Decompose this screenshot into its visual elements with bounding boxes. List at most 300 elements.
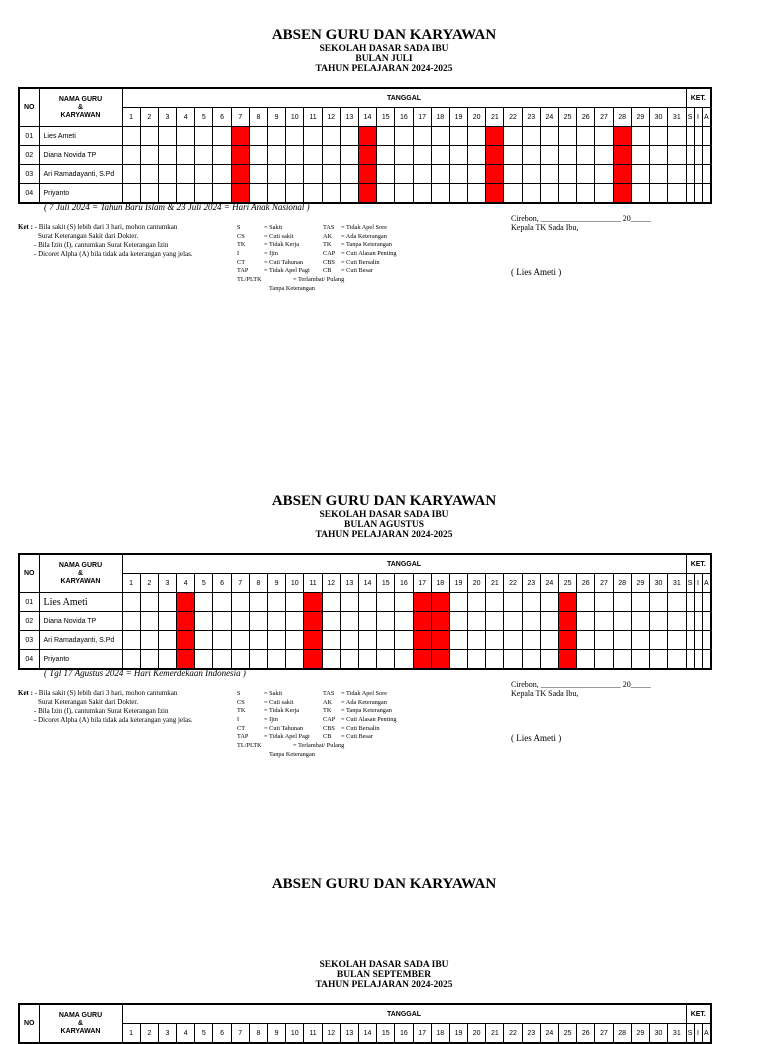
legend-entry: = Cuti Alasan Penting (341, 250, 397, 258)
day-cell (122, 165, 140, 184)
day-cell (158, 593, 176, 612)
day-header: 26 (577, 1024, 595, 1044)
day-cell (140, 631, 158, 650)
holiday-cell (358, 146, 376, 165)
day-cell (395, 165, 413, 184)
school-name: SEKOLAH DASAR SADA IBU (319, 960, 449, 970)
day-cell (286, 127, 304, 146)
day-cell (668, 127, 686, 146)
sign-role: Kepala TK Sada Ibu, (511, 689, 579, 698)
holiday-cell (177, 650, 195, 670)
legend-entry: TK (323, 241, 332, 249)
table-row (19, 127, 711, 146)
day-header: 30 (649, 574, 667, 593)
day-cell (395, 146, 413, 165)
day-cell (249, 146, 267, 165)
day-header: 2 (140, 574, 158, 593)
day-cell (649, 612, 667, 631)
header-ket: KET. (686, 554, 711, 574)
row-no: 02 (19, 612, 39, 631)
holiday-cell (358, 127, 376, 146)
day-cell (631, 650, 649, 670)
ket-cell (694, 127, 702, 146)
day-header: 16 (395, 1024, 413, 1044)
day-header: 15 (377, 1024, 395, 1044)
header-nama-line: KARYAWAN (60, 111, 101, 119)
day-cell (377, 650, 395, 670)
holiday-cell (304, 631, 322, 650)
day-cell (631, 593, 649, 612)
legend (237, 224, 437, 294)
day-cell (140, 650, 158, 670)
day-cell (504, 612, 522, 631)
legend-entry: = Sakit (264, 224, 283, 231)
day-cell (358, 650, 376, 670)
day-cell (377, 593, 395, 612)
day-header: 1 (122, 574, 140, 593)
day-cell (613, 650, 631, 670)
holiday-cell (177, 631, 195, 650)
day-cell (395, 593, 413, 612)
day-cell (613, 612, 631, 631)
day-header: 24 (540, 108, 558, 127)
header-no: NO (19, 88, 39, 127)
day-cell (504, 650, 522, 670)
day-cell (559, 146, 577, 165)
day-header: 17 (413, 574, 431, 593)
day-cell (249, 593, 267, 612)
holiday-note: ( Tgl 17 Agustus 2024 = Hari Kemerdekaan Indonesia ) (44, 668, 246, 678)
day-header: 30 (649, 1024, 667, 1044)
day-cell (249, 184, 267, 204)
legend-entry: CBS (323, 258, 335, 266)
day-cell (377, 184, 395, 204)
day-cell (595, 146, 613, 165)
holiday-cell (559, 593, 577, 612)
day-cell (304, 146, 322, 165)
day-header: 25 (559, 574, 577, 593)
legend-entry: TK (323, 707, 332, 715)
day-cell (431, 165, 449, 184)
day-cell (177, 184, 195, 204)
day-cell (268, 146, 286, 165)
day-cell (559, 184, 577, 204)
day-cell (304, 127, 322, 146)
ket-notes (18, 223, 193, 259)
day-cell (504, 146, 522, 165)
ket-col-header: A (702, 574, 711, 593)
day-header: 3 (158, 108, 176, 127)
day-header: 27 (595, 1024, 613, 1044)
sign-role: Kepala TK Sada Ibu, (511, 223, 579, 232)
day-header: 31 (668, 574, 686, 593)
day-header: 28 (613, 1024, 631, 1044)
day-cell (668, 146, 686, 165)
day-cell (195, 127, 213, 146)
legend-row (237, 751, 437, 760)
day-cell (540, 184, 558, 204)
ket-line: - Dicoret Alpha (A) bila tidak ada keterangan yang jelas. (34, 716, 193, 724)
row-no: 01 (19, 593, 39, 612)
month-label: BULAN SEPTEMBER (336, 970, 432, 980)
day-header: 6 (213, 574, 231, 593)
day-cell (522, 593, 540, 612)
holiday-cell (231, 127, 249, 146)
legend-row (237, 267, 437, 276)
day-cell (286, 593, 304, 612)
day-header: 18 (431, 108, 449, 127)
ket-notes (18, 689, 193, 725)
day-header: 29 (631, 1024, 649, 1044)
day-cell (449, 146, 467, 165)
day-cell (613, 593, 631, 612)
day-cell (413, 184, 431, 204)
day-cell (195, 146, 213, 165)
legend-entry: = Cuti Tahunan (264, 258, 304, 266)
header-no: NO (19, 554, 39, 593)
table-row (19, 146, 711, 165)
row-name: Priyanto (39, 184, 122, 204)
sign-place-date: Cirebon, ____________________ 20_____ (511, 214, 651, 223)
day-cell (395, 650, 413, 670)
ket-col-header: I (694, 1024, 702, 1044)
holiday-cell (304, 612, 322, 631)
header-tanggal: TANGGAL (122, 1004, 686, 1024)
day-cell (195, 184, 213, 204)
day-cell (231, 650, 249, 670)
day-header: 1 (122, 108, 140, 127)
day-cell (304, 165, 322, 184)
legend-entry: TL/PLTK (237, 742, 262, 750)
day-cell (268, 650, 286, 670)
day-header: 29 (631, 574, 649, 593)
holiday-cell (231, 165, 249, 184)
day-cell (431, 146, 449, 165)
day-cell (577, 146, 595, 165)
day-header: 16 (395, 574, 413, 593)
day-header: 6 (213, 1024, 231, 1044)
day-header: 14 (358, 108, 376, 127)
legend-entry: = Tidak Kerja (264, 241, 300, 249)
day-cell (613, 631, 631, 650)
legend-entry: = Tidak Apel Pagi (264, 267, 310, 275)
day-cell (304, 184, 322, 204)
day-cell (559, 127, 577, 146)
legend-entry: CAP (323, 250, 336, 258)
day-cell (486, 650, 504, 670)
day-cell (268, 612, 286, 631)
day-cell (231, 631, 249, 650)
header-no: NO (19, 1004, 39, 1043)
day-cell (322, 127, 340, 146)
ket-cell (694, 612, 702, 631)
legend-entry: CAP (323, 716, 336, 724)
day-cell (140, 593, 158, 612)
day-header: 21 (486, 1024, 504, 1044)
month-label: BULAN AGUSTUS (344, 520, 424, 530)
day-cell (668, 165, 686, 184)
day-header: 21 (486, 574, 504, 593)
school-year: TAHUN PELAJARAN 2024-2025 (315, 530, 453, 540)
day-cell (631, 631, 649, 650)
day-cell (431, 127, 449, 146)
page-title: ABSEN GURU DAN KARYAWAN (271, 27, 497, 43)
holiday-cell (559, 612, 577, 631)
legend-entry: CS (237, 698, 245, 706)
day-header: 22 (504, 1024, 522, 1044)
day-header: 17 (413, 108, 431, 127)
day-cell (649, 650, 667, 670)
day-header: 8 (249, 1024, 267, 1044)
day-cell (158, 650, 176, 670)
legend-entry: TK (237, 241, 246, 249)
signature-block (511, 214, 651, 232)
day-cell (140, 184, 158, 204)
day-header: 14 (358, 574, 376, 593)
day-cell (395, 184, 413, 204)
day-cell (504, 127, 522, 146)
day-cell (140, 165, 158, 184)
legend-entry: AK (323, 232, 333, 240)
day-cell (468, 631, 486, 650)
legend-entry: = Terlambat/ Pulang (293, 742, 345, 750)
ket-cell (686, 165, 694, 184)
day-header: 11 (304, 574, 322, 593)
legend-row (237, 716, 437, 725)
day-cell (322, 184, 340, 204)
day-cell (595, 631, 613, 650)
day-header: 19 (449, 108, 467, 127)
ket-cell (686, 593, 694, 612)
day-cell (249, 650, 267, 670)
legend-row (237, 725, 437, 734)
legend-entry: = Cuti Alasan Penting (341, 716, 397, 724)
row-name: Diana Novida TP (39, 612, 122, 631)
ket-col-header: A (702, 1024, 711, 1044)
day-cell (468, 165, 486, 184)
day-cell (649, 127, 667, 146)
day-cell (468, 650, 486, 670)
day-cell (668, 184, 686, 204)
legend-entry: = Ijin (264, 250, 278, 258)
row-name: Diana Novida TP (39, 146, 122, 165)
holiday-cell (613, 184, 631, 204)
day-cell (340, 146, 358, 165)
day-header: 12 (322, 574, 340, 593)
ket-col-header: I (694, 108, 702, 127)
holiday-cell (431, 650, 449, 670)
day-cell (122, 612, 140, 631)
day-header: 18 (431, 574, 449, 593)
day-header: 10 (286, 108, 304, 127)
day-cell (249, 612, 267, 631)
day-cell (431, 184, 449, 204)
day-header: 7 (231, 108, 249, 127)
day-header: 23 (522, 108, 540, 127)
day-cell (377, 165, 395, 184)
header-nama-line: KARYAWAN (60, 1027, 101, 1035)
holiday-cell (431, 612, 449, 631)
legend-entry: Tanpa Keterangan (269, 750, 315, 758)
day-header: 15 (377, 108, 395, 127)
day-cell (649, 165, 667, 184)
sign-place-date: Cirebon, ____________________ 20_____ (511, 680, 651, 689)
day-cell (322, 165, 340, 184)
day-cell (340, 184, 358, 204)
holiday-cell (486, 165, 504, 184)
day-cell (668, 612, 686, 631)
header-nama-line: & (77, 1019, 84, 1027)
ket-cell (702, 184, 711, 204)
legend-entry: CBS (323, 724, 335, 732)
day-cell (449, 631, 467, 650)
day-header: 28 (613, 574, 631, 593)
legend-entry: = Ijin (264, 716, 278, 724)
ket-cell (702, 127, 711, 146)
day-header: 26 (577, 574, 595, 593)
holiday-cell (559, 631, 577, 650)
holiday-cell (486, 146, 504, 165)
row-name: Lies Ameti (39, 593, 122, 612)
day-cell (322, 631, 340, 650)
day-cell (468, 184, 486, 204)
legend-row (237, 699, 437, 708)
ket-line: Surat Keterangan Sakit dari Dokter. (38, 698, 139, 706)
legend-entry: CT (237, 258, 246, 266)
day-cell (377, 146, 395, 165)
day-cell (158, 184, 176, 204)
ket-col-header: I (694, 574, 702, 593)
row-no: 03 (19, 631, 39, 650)
day-header: 5 (195, 108, 213, 127)
day-header: 20 (468, 574, 486, 593)
legend-entry: = Sakit (264, 690, 283, 697)
legend-entry: TAP (237, 267, 249, 275)
sign-name: ( Lies Ameti ) (511, 733, 562, 743)
row-name: Ari Ramadayanti, S.Pd (39, 165, 122, 184)
day-header: 6 (213, 108, 231, 127)
day-cell (231, 612, 249, 631)
day-cell (449, 593, 467, 612)
ket-line: - Bila Izin (I), cantumkan Surat Keterangan Izin (34, 707, 169, 715)
day-header: 29 (631, 108, 649, 127)
day-header: 9 (268, 1024, 286, 1044)
ket-col-header: S (686, 108, 694, 127)
day-header: 20 (468, 108, 486, 127)
holiday-cell (431, 631, 449, 650)
legend-row (237, 276, 437, 285)
day-header: 7 (231, 574, 249, 593)
day-cell (468, 146, 486, 165)
day-cell (522, 146, 540, 165)
day-cell (213, 127, 231, 146)
day-header: 23 (522, 574, 540, 593)
day-cell (195, 631, 213, 650)
legend-row (237, 733, 437, 742)
day-cell (158, 146, 176, 165)
legend-entry: CS (237, 232, 245, 240)
day-header: 12 (322, 108, 340, 127)
day-header: 19 (449, 1024, 467, 1044)
day-header: 8 (249, 108, 267, 127)
day-header: 18 (431, 1024, 449, 1044)
legend-entry: = Tanpa Keterangan (341, 707, 392, 715)
day-cell (631, 612, 649, 631)
day-cell (377, 127, 395, 146)
header-nama-line: NAMA GURU (58, 95, 103, 103)
day-cell (395, 127, 413, 146)
legend-entry: TAS (323, 690, 335, 697)
legend-entry: TL/PLTK (237, 276, 262, 284)
day-header: 27 (595, 108, 613, 127)
legend-row (237, 241, 437, 250)
day-header: 8 (249, 574, 267, 593)
day-cell (140, 127, 158, 146)
legend-row (237, 707, 437, 716)
ket-cell (694, 593, 702, 612)
day-cell (195, 593, 213, 612)
day-cell (158, 612, 176, 631)
ket-col-header: S (686, 574, 694, 593)
header-nama-line: & (77, 569, 84, 577)
day-cell (322, 650, 340, 670)
day-cell (122, 146, 140, 165)
header-ket: KET. (686, 1004, 711, 1024)
day-header: 4 (177, 108, 195, 127)
day-cell (358, 593, 376, 612)
ket-line: - Dicoret Alpha (A) bila tidak ada keterangan yang jelas. (34, 250, 193, 258)
day-header: 15 (377, 574, 395, 593)
legend-entry: = Tidak Apel Sore (341, 690, 388, 697)
holiday-cell (304, 593, 322, 612)
day-cell (631, 127, 649, 146)
day-cell (468, 127, 486, 146)
day-cell (577, 650, 595, 670)
day-header: 4 (177, 1024, 195, 1044)
day-cell (577, 593, 595, 612)
day-header: 31 (668, 1024, 686, 1044)
day-cell (122, 631, 140, 650)
legend-row (237, 224, 437, 233)
day-cell (449, 165, 467, 184)
ket-cell (702, 631, 711, 650)
holiday-cell (613, 146, 631, 165)
day-header: 23 (522, 1024, 540, 1044)
day-cell (540, 593, 558, 612)
day-header: 10 (286, 574, 304, 593)
table-row (19, 165, 711, 184)
day-header: 11 (304, 108, 322, 127)
day-header: 12 (322, 1024, 340, 1044)
legend-entry: CB (323, 733, 332, 741)
day-cell (668, 650, 686, 670)
day-cell (395, 631, 413, 650)
day-cell (358, 612, 376, 631)
holiday-cell (358, 184, 376, 204)
legend-entry: = Cuti sakit (264, 698, 294, 706)
row-no: 02 (19, 146, 39, 165)
day-cell (340, 165, 358, 184)
day-cell (213, 650, 231, 670)
row-name: Lies Ameti (39, 127, 122, 146)
legend-row (237, 742, 437, 751)
row-name: Ari Ramadayanti, S.Pd (39, 631, 122, 650)
legend-entry: = Terlambat/ Pulang (293, 276, 345, 284)
day-cell (213, 631, 231, 650)
ket-cell (694, 184, 702, 204)
day-cell (595, 165, 613, 184)
legend-entry: TK (237, 707, 246, 715)
